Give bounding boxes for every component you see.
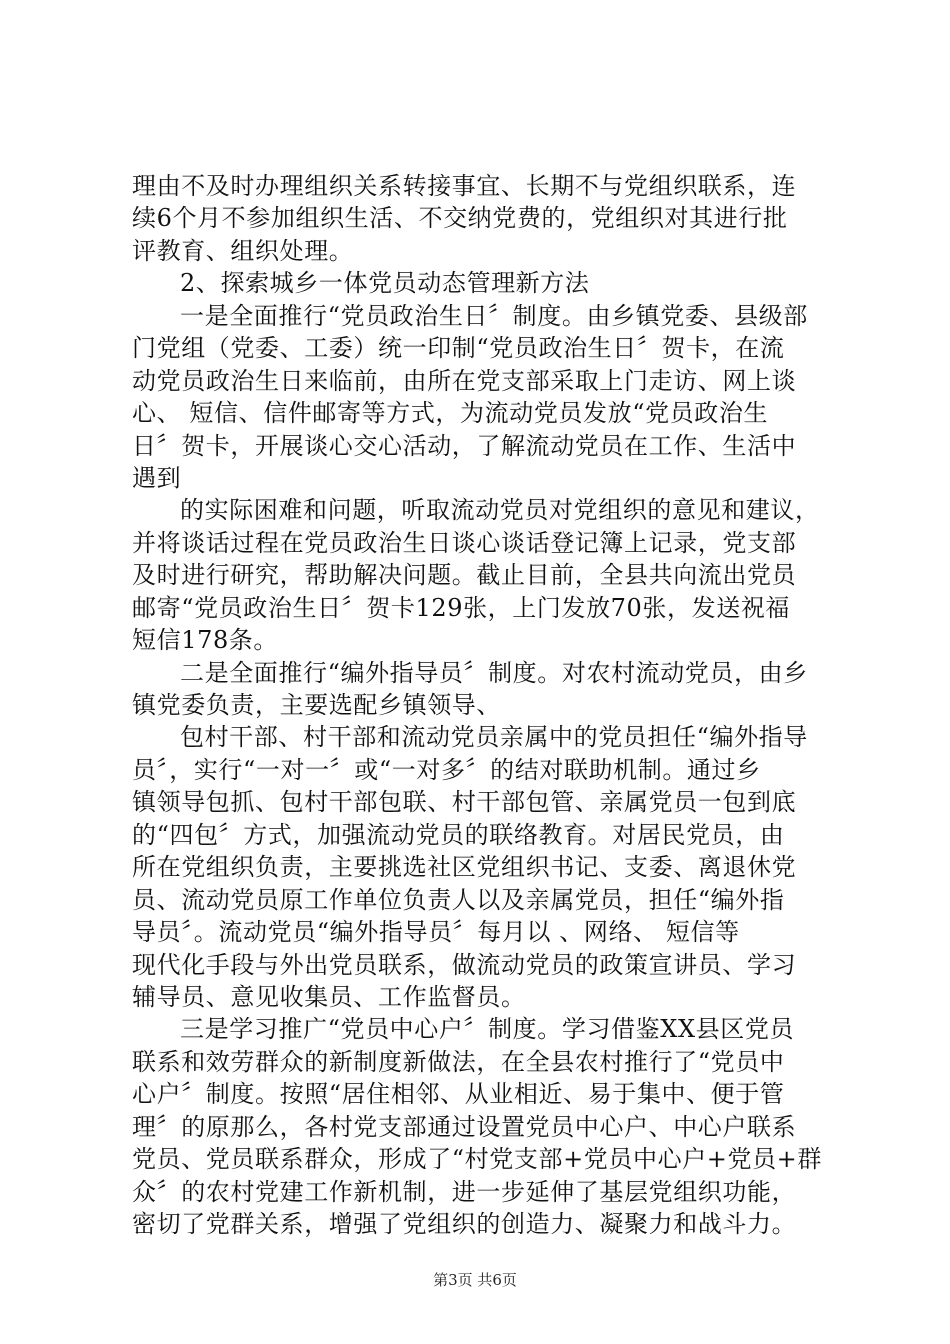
body-text-line: 员、流动党员原工作单位负责人以及亲属党员，担任“编外指 xyxy=(132,886,785,914)
body-text-line: 心、 短信、信件邮寄等方式，为流动党员发放“党员政治生 xyxy=(132,399,769,427)
body-text-line: 及时进行研究，帮助解决问题。截止目前，全县共向流出党员 xyxy=(132,561,797,589)
body-text-line: 并将谈话过程在党员政治生日谈心谈话登记簿上记录，党支部 xyxy=(132,529,797,557)
body-text-line: 理〞的原那么，各村党支部通过设置党员中心户、中心户联系 xyxy=(132,1113,797,1141)
body-text-line: 镇领导包抓、包村干部包联、村干部包管、亲属党员一包到底 xyxy=(132,788,797,816)
body-text-line: 现代化手段与外出党员联系，做流动党员的政策宣讲员、学习 xyxy=(132,951,797,979)
body-text-line: 评教育、组织处理。 xyxy=(132,237,354,265)
body-text-line: 二是全面推行“编外指导员〞制度。对农村流动党员，由乡 xyxy=(180,659,808,687)
body-text-line: 员〞，实行“一对一〞或“一对多〞的结对联助机制。通过乡 xyxy=(132,756,761,784)
body-text-line: 心户〞制度。按照“居住相邻、从业相近、易于集中、便于管 xyxy=(132,1080,785,1108)
body-text-line: 门党组（党委、工委）统一印制“党员政治生日〞贺卡，在流 xyxy=(132,334,785,362)
body-text-line: 日〞贺卡，开展谈心交心活动，了解流动党员在工作、生活中 xyxy=(132,432,797,460)
page-number-footer: 第3页 共6页 xyxy=(433,1271,517,1289)
body-text-line: 短信178条。 xyxy=(132,626,279,654)
body-text-line: 的“四包〞方式，加强流动党员的联络教育。对居民党员，由 xyxy=(132,821,785,849)
body-text-line: 密切了党群关系，增强了党组织的创造力、凝聚力和战斗力。 xyxy=(132,1210,797,1238)
body-text-line: 镇党委负责，主要选配乡镇领导、 xyxy=(132,691,501,719)
section-heading: 2、探索城乡一体党员动态管理新方法 xyxy=(180,269,590,297)
body-text-line: 一是全面推行“党员政治生日〞制度。由乡镇党委、县级部 xyxy=(180,302,808,330)
body-text-line: 三是学习推广“党员中心户〞制度。学习借鉴XX县区党员 xyxy=(180,1015,795,1043)
body-text-line: 动党员政治生日来临前，由所在党支部采取上门走访、网上谈 xyxy=(132,367,797,395)
body-text-line: 联系和效劳群众的新制度新做法，在全县农村推行了“党员中 xyxy=(132,1048,785,1076)
body-text-line: 遇到 xyxy=(132,464,182,492)
body-text-line: 众〞的农村党建工作新机制，进一步延伸了基层党组织功能， xyxy=(132,1178,797,1206)
body-text-line: 理由不及时办理组织关系转接事宜、长期不与党组织联系，连 xyxy=(132,172,797,200)
body-text-line: 邮寄“党员政治生日〞贺卡129张，上门发放70张，发送祝福 xyxy=(132,594,791,622)
body-text-line: 的实际困难和问题，听取流动党员对党组织的意见和建议， xyxy=(180,496,820,524)
body-text-line: 包村干部、村干部和流动党员亲属中的党员担任“编外指导 xyxy=(180,723,808,751)
body-text-line: 导员〞。流动党员“编外指导员〞每月以 、网络、 短信等 xyxy=(132,918,740,946)
body-text-line: 续6个月不参加组织生活、不交纳党费的，党组织对其进行批 xyxy=(132,204,788,232)
body-text-line: 辅导员、意见收集员、工作监督员。 xyxy=(132,983,526,1011)
body-text-line: 党员、党员联系群众，形成了“村党支部+党员中心户+党员+群 xyxy=(132,1145,822,1173)
body-text-line: 所在党组织负责，主要挑选社区党组织书记、支委、离退休党 xyxy=(132,853,797,881)
